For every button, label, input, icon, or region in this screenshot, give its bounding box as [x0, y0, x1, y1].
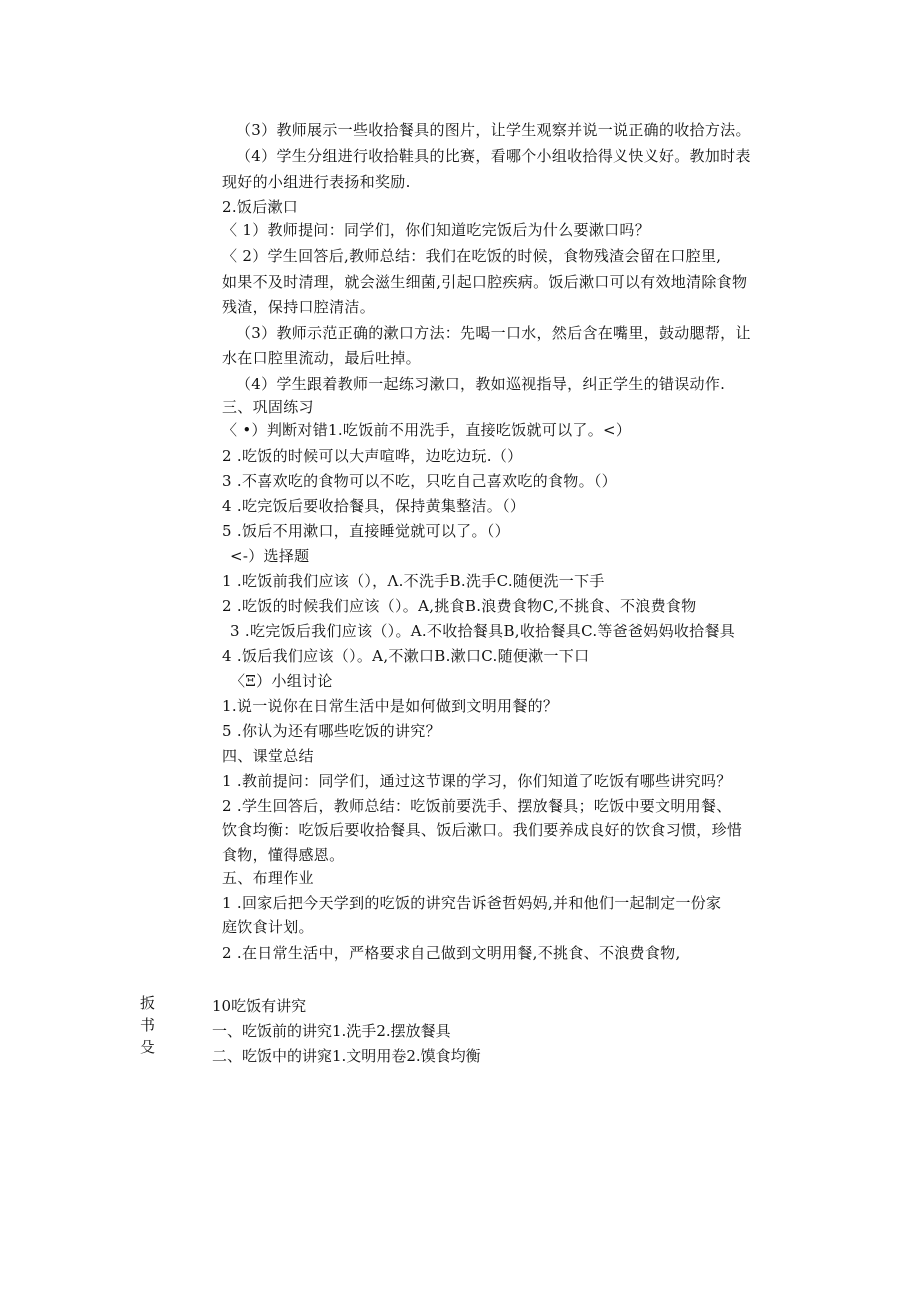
section-heading: 2.饭后漱口	[222, 198, 299, 216]
text-line: 水在口腔里流动，最后吐掉。	[222, 349, 421, 367]
text-line: 5 .你认为还有哪些吃饭的讲究？	[222, 722, 441, 740]
section-heading: <-）选择题	[230, 547, 310, 565]
text-line: 〈 2）学生回答后,教师总结：我们在吃饭的时候，食物残渣会留在口腔里,	[222, 247, 722, 265]
text-line: 1 .教前提问：同学们，通过这节课的学习，你们知道了吃饭有哪些讲究吗？	[222, 772, 732, 790]
text-line: 如果不及时清理，就会滋生细菌,引起口腔疾病。饭后漱口可以有效地清除食物	[222, 273, 748, 291]
text-line: 饮食均衡：吃饭后要收拾餐具、饭后漱口。我们要养成良好的饮食习惯，珍惜	[222, 821, 743, 839]
text-line: 2 .学生回答后，教师总结：吃饭前要洗手、摆放餐具；吃饭中要文明用餐、	[222, 797, 732, 815]
text-line: 4 .饭后我们应该（）。A,不漱口B.漱口C.随便漱一下口	[222, 647, 590, 665]
text-line: 2 .在日常生活中，严格要求自己做到文明用餐,不挑食、不浪费食物,	[222, 944, 681, 962]
text-line: 5 .饭后不用漱口，直接睡觉就可以了。（）	[222, 522, 510, 540]
section-heading: 五、布理作业	[222, 869, 314, 887]
section-heading: 三、巩固练习	[222, 398, 314, 416]
text-line: 2 .吃饭的时候可以大声喧哗，边吃边玩.（）	[222, 447, 523, 465]
text-line: 2 .吃饭的时候我们应该（）。A,挑食B.浪费食物C,不挑食、不浪费食物	[222, 597, 697, 615]
text-line: （4）学生跟着教师一起练习漱口，教如巡视指导，纠正学生的错误动作.	[236, 375, 726, 393]
text-line: （3）教师展示一些收拾餐具的图片，让学生观察并说一说正确的收拾方法。	[236, 121, 751, 139]
text-line: 4 .吃完饭后要收拾餐具，保持黄集整洁。（）	[222, 497, 526, 515]
text-line: 现好的小组进行表扬和奖励.	[222, 173, 411, 191]
section-heading: 〈Ξ）小组讨论	[230, 672, 333, 690]
text-line: 〈 1）教师提问：同学们，你们知道吃完饭后为什么要漱口吗？	[222, 221, 651, 239]
text-line: （4）学生分组进行收拾鞋具的比赛，看哪个小组收拾得义快义好。教加时表	[236, 147, 751, 165]
board-line: 一、吃饭前的讲究1.洗手2.摆放餐具	[212, 1022, 451, 1040]
text-line: 3 .不喜欢吃的食物可以不吃，只吃自己喜欢吃的食物。（）	[222, 472, 617, 490]
text-line: 食物，懂得感恩。	[222, 846, 345, 864]
text-line: （3）教师示范正确的漱口方法：先喝一口水，然后含在嘴里，鼓动腮帮，让	[236, 324, 751, 342]
text-line: 残渣，保持口腔清洁。	[222, 298, 376, 316]
board-line: 二、吃饭中的讲窕1.文明用卷2.馍食均衡	[212, 1047, 481, 1065]
section-heading: 四、课堂总结	[222, 747, 314, 765]
text-line: 1 .回家后把今天学到的吃饭的讲究告诉爸哲妈妈,并和他们一起制定一份家	[222, 894, 722, 912]
text-line: 1.说一说你在日常生活中是如何做到文明用餐的？	[222, 697, 559, 715]
text-line: 3 .吃完饭后我们应该（）。A.不收拾餐具B,收拾餐具C.等爸爸妈妈收拾餐具	[230, 622, 736, 640]
text-line: 〈 •）判断对错1.吃饭前不用洗手，直接吃饭就可以了。<）	[222, 421, 632, 439]
board-title: 10吃饭有讲究	[212, 997, 307, 1015]
text-line: 1 .吃饭前我们应该（），Λ.不洗手B.洗手C.随便洗一下手	[222, 572, 605, 590]
board-design-label: 扳书殳	[140, 994, 156, 1056]
text-line: 庭饮食计划。	[222, 918, 314, 936]
